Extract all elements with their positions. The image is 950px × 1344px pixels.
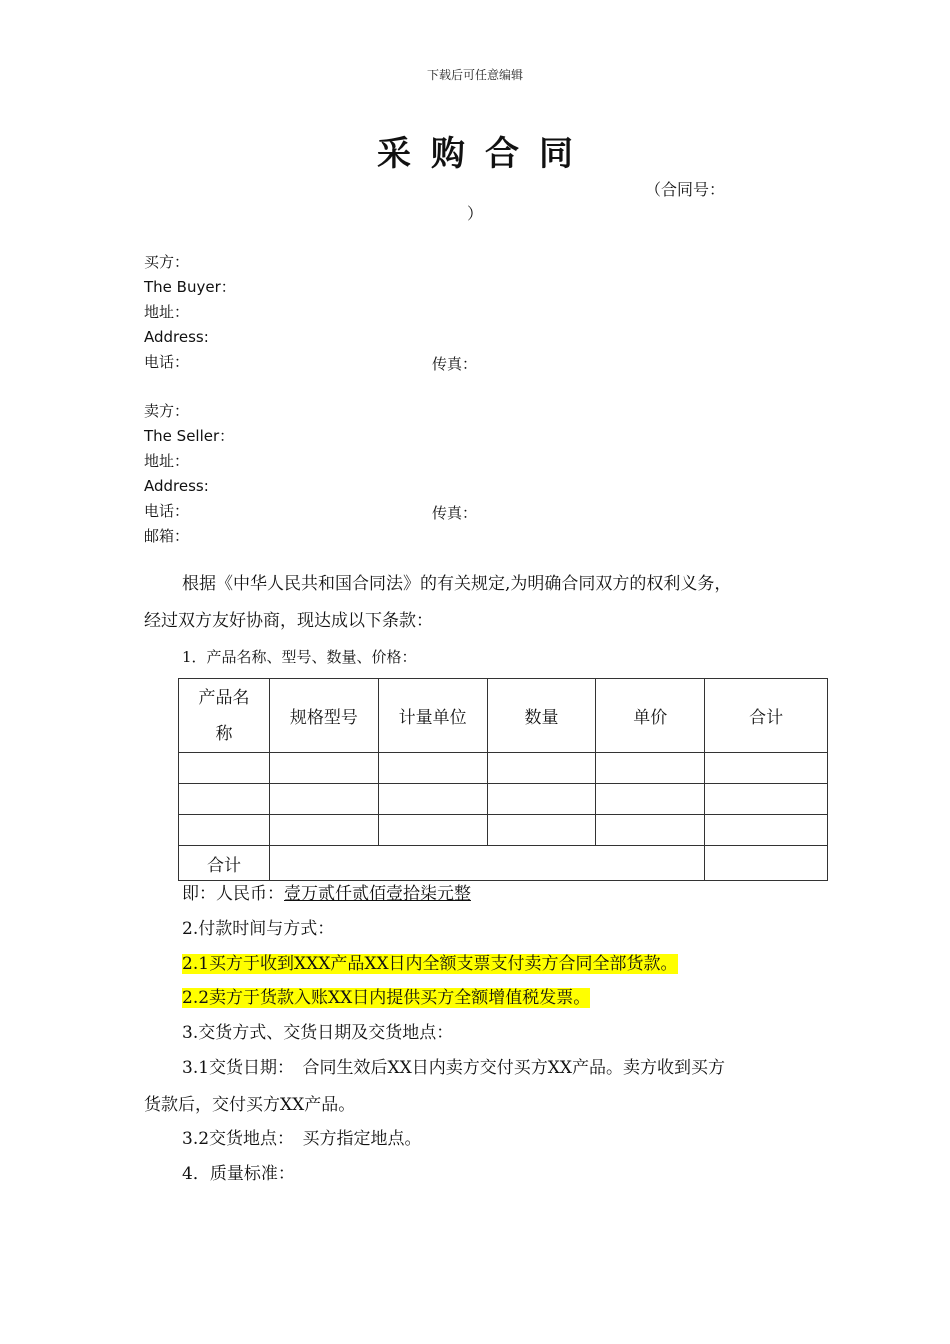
table-cell [269,753,378,784]
seller-phone: 电话： [144,502,190,520]
buyer-block [144,250,236,375]
clause-2-1: 2.1买方于收到XXX产品XX日内全额支票支付卖方合同全部货款。 [182,954,678,974]
table-cell [487,815,596,846]
table-cell [596,753,705,784]
header-unit: 计量单位 [378,679,487,753]
buyer-address-cn: 地址： [144,303,190,321]
rmb-label: 即：人民币： [182,884,284,904]
table-cell [378,784,487,815]
table-cell [179,815,270,846]
total-value-cell [705,846,828,881]
rmb-amount-line [182,877,471,912]
table-cell [705,815,828,846]
buyer-address-en: Address: [144,328,209,346]
table-total-row [179,846,828,881]
buyer-label-en: The Buyer： [144,278,236,296]
total-span-cell [269,846,704,881]
seller-address-cn: 地址： [144,452,190,470]
table-cell [179,784,270,815]
total-label: 合计 [179,846,270,881]
table-cell [705,753,828,784]
buyer-phone: 电话： [144,353,190,371]
table-cell [179,753,270,784]
table-cell [269,784,378,815]
product-table [178,678,828,881]
clause-3-1-line-2: 货款后，交付买方XX产品。 [144,1095,356,1115]
seller-email: 邮箱： [144,527,190,545]
seller-fax: 传真： [432,504,478,522]
document-title: 采购合同 [377,134,593,174]
contract-number-label: （合同号： [645,180,726,199]
clause-2-2: 2.2卖方于货款入账XX日内提供买方全额增值税发票。 [182,988,591,1008]
section-3-heading: 3.交货方式、交货日期及交货地点： [182,1023,454,1043]
section-2-heading: 2.付款时间与方式： [182,919,335,939]
table-row [179,753,828,784]
table-cell [487,753,596,784]
table-cell [596,784,705,815]
header-spec: 规格型号 [269,679,378,753]
header-product-name: 产品名称 [179,679,270,753]
header-quantity: 数量 [487,679,596,753]
table-cell [596,815,705,846]
table-cell [269,815,378,846]
header-subtotal: 合计 [705,679,828,753]
seller-block [144,399,234,549]
buyer-label-cn: 买方： [144,253,190,271]
seller-label-cn: 卖方： [144,402,190,420]
table-cell [378,753,487,784]
seller-address-en: Address: [144,477,209,495]
clause-3-1-line-1: 3.1交货日期： 合同生效后XX日内卖方交付买方XX产品。卖方收到买方 [182,1058,725,1078]
table-cell [705,784,828,815]
rmb-amount: 壹万贰仟贰佰壹拾柒元整 [284,884,471,904]
intro-line-1: 根据《中华人民共和国合同法》的有关规定,为明确合同双方的权利义务， [182,574,732,594]
table-row [179,815,828,846]
section-1-heading: 1．产品名称、型号、数量、价格： [182,648,417,666]
table-row [179,784,828,815]
table-cell [487,784,596,815]
intro-line-2: 经过双方友好协商，现达成以下条款： [144,611,433,631]
seller-label-en: The Seller： [144,427,235,445]
section-4-heading: 4．质量标准： [182,1164,295,1184]
header-note: 下载后可任意编辑 [426,68,523,82]
clause-3-2: 3.2交货地点： 买方指定地点。 [182,1129,422,1149]
buyer-fax: 传真： [432,355,478,373]
table-header-row [179,679,828,753]
table-cell [378,815,487,846]
header-unit-price: 单价 [596,679,705,753]
contract-number-close: ） [467,204,484,223]
